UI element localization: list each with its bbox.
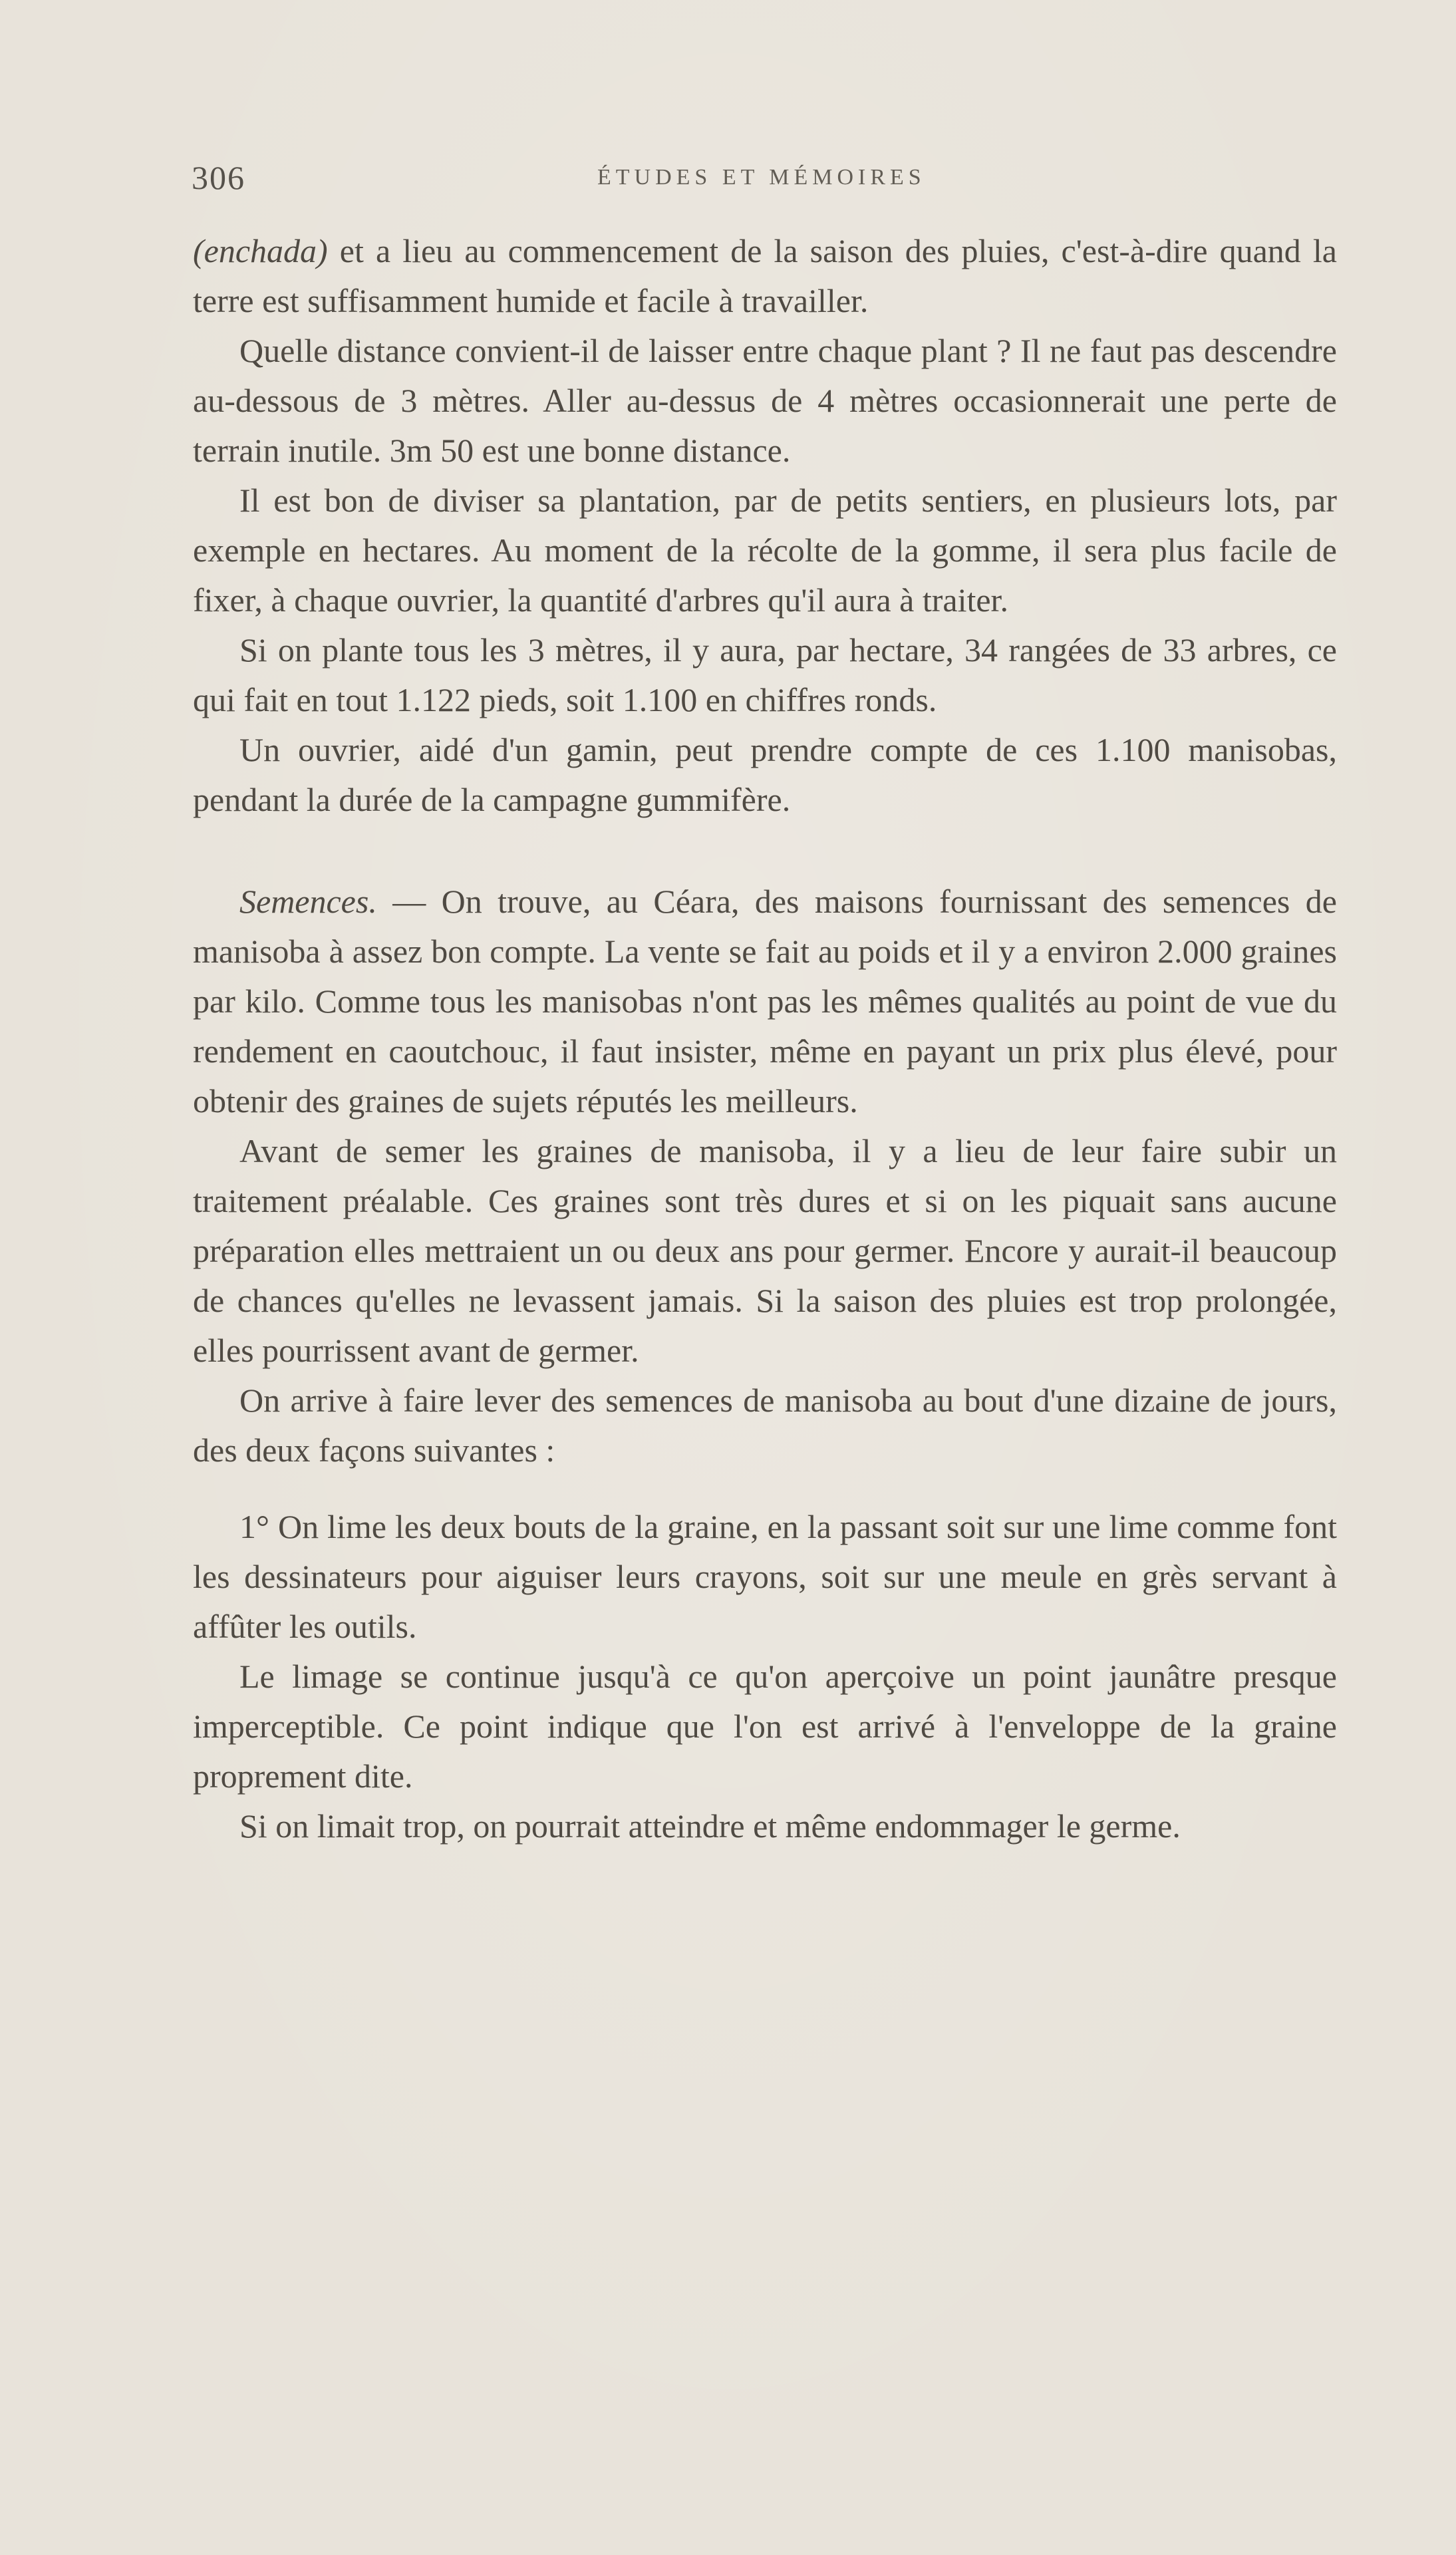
section-heading-semences: Semences. xyxy=(239,883,377,920)
running-head xyxy=(192,158,1342,198)
paragraph-9: 1° On lime les deux bouts de la graine, en la passant soit sur une lime comme font les dessinateurs pour aiguiser leurs crayons, soit sur une meule en grès servant à affûter les outils. xyxy=(193,1508,1337,1645)
body-text xyxy=(193,226,1337,1851)
italic-term: (enchada) xyxy=(193,232,328,269)
paragraph-1 xyxy=(193,226,1337,326)
paragraph-7: Avant de semer les graines de manisoba, il y a lieu de leur faire subir un traitement préalable. Ces graines sont très dures et si on les piquait sans aucune préparation elles mettraient un ou deux ans pour germer. Encore y aurait-il beaucoup de chances qu'elles ne levassent jamais. Si la saison des pluies est trop prolongée, elles pourrissent avant de germer. xyxy=(193,1132,1337,1369)
page-number: 306 xyxy=(192,159,245,196)
paragraph-semences-text: — On trouve, au Céara, des maisons fournissant des semences de manisoba à assez bon compte. La vente se fait au poids et il y a environ 2.000 graines par kilo. Comme tous les manisobas n'ont pas les mêmes qualités au point de vue du rendement en caoutchouc, il faut insister, même en payant un prix plus élevé, pour obtenir des graines de sujets réputés les meilleurs. xyxy=(193,883,1337,1120)
paragraph-2: Quelle distance convient-il de laisser entre chaque plant ? Il ne faut pas descendre au-dessous de 3 mètres. Aller au-dessus de 4 mètres occasionnerait une perte de terrain inutile. 3m 50 est une bonne distance. xyxy=(193,332,1337,469)
paragraph-4: Si on plante tous les 3 mètres, il y aura, par hectare, 34 rangées de 33 arbres, ce qui fait en tout 1.122 pieds, soit 1.100 en chiffres ronds. xyxy=(193,631,1337,718)
paragraph-3: Il est bon de diviser sa plantation, par de petits sentiers, en plusieurs lots, par exemple en hectares. Au moment de la récolte de la gomme, il sera plus facile de fixer, à chaque ouvrier, la quantité d'arbres qu'il aura à traiter. xyxy=(193,482,1337,619)
paragraph-semences xyxy=(193,877,1337,1126)
running-title: ÉTUDES ET MÉMOIRES xyxy=(597,165,926,190)
paragraph-1-text: et a lieu au commencement de la saison des pluies, c'est-à-dire quand la terre est suffisamment humide et facile à travailler. xyxy=(193,232,1337,319)
paragraph-8: On arrive à faire lever des semences de manisoba au bout d'une dizaine de jours, des deux façons suivantes : xyxy=(193,1382,1337,1469)
paragraph-10: Le limage se continue jusqu'à ce qu'on aperçoive un point jaunâtre presque imperceptible. Ce point indique que l'on est arrivé à l'enveloppe de la graine proprement dite. xyxy=(193,1658,1337,1795)
paragraph-5: Un ouvrier, aidé d'un gamin, peut prendre compte de ces 1.100 manisobas, pendant la durée de la campagne gummifère. xyxy=(193,731,1337,818)
paragraph-11: Si on limait trop, on pourrait atteindre et même endommager le germe. xyxy=(239,1807,1181,1845)
